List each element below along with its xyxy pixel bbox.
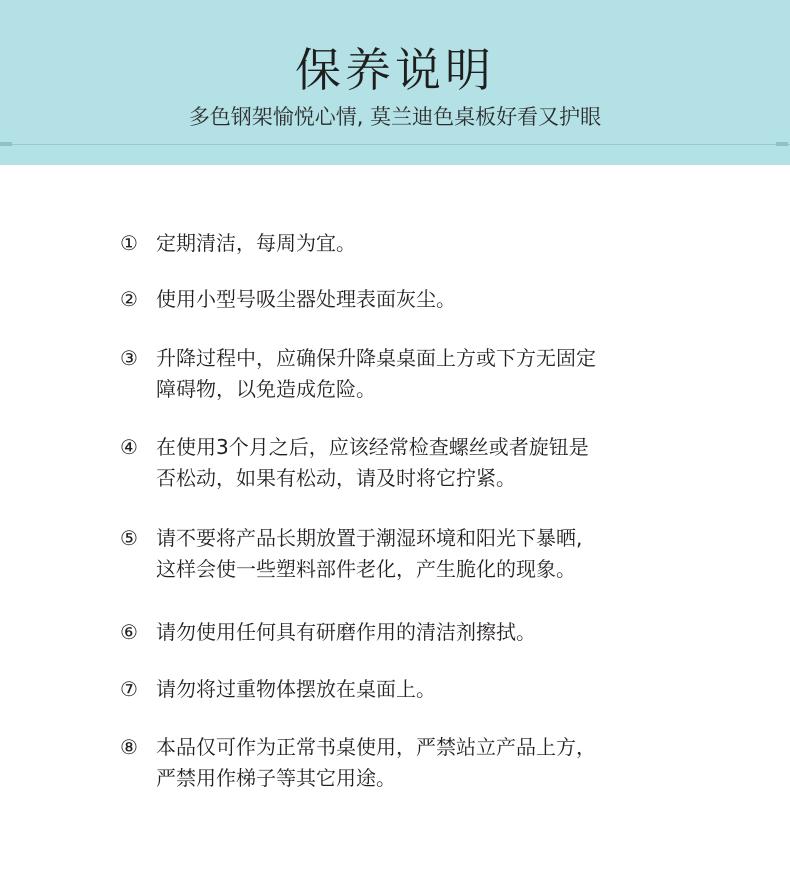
item-number: ①	[120, 231, 138, 255]
list-item	[120, 432, 589, 494]
item-text: 请勿使用任何具有研磨作用的清洁剂擦拭。	[156, 620, 536, 644]
page-title: 保养说明	[295, 43, 495, 97]
list-item	[120, 732, 596, 794]
item-number: ⑧	[120, 735, 138, 759]
item-text: 本品仅可作为正常书桌使用，严禁站立产品上方， 严禁用作梯子等其它用途。	[156, 735, 596, 790]
banner-divider-end-left	[0, 142, 12, 146]
item-text: 请不要将产品长期放置于潮湿环境和阳光下暴晒, 这样会使一些塑料部件老化，产生脆化的现象。	[156, 526, 583, 581]
banner-divider	[0, 144, 790, 145]
item-number: ⑦	[120, 677, 138, 701]
item-text: 升降过程中，应确保升降桌桌面上方或下方无固定 障碍物，以免造成危险。	[156, 346, 596, 401]
item-text: 在使用3个月之后，应该经常检查螺丝或者旋钮是 否松动，如果有松动，请及时将它拧紧。	[156, 435, 589, 490]
page-subtitle: 多色钢架愉悦心情, 莫兰迪色桌板好看又护眼	[188, 105, 602, 129]
list-item	[120, 674, 436, 705]
item-text: 定期清洁，每周为宜。	[156, 231, 356, 255]
item-number: ②	[120, 287, 138, 311]
item-number: ③	[120, 346, 138, 370]
header-banner	[0, 0, 790, 165]
item-text: 请勿将过重物体摆放在桌面上。	[156, 677, 436, 701]
list-item	[120, 228, 356, 259]
item-text: 使用小型号吸尘器处理表面灰尘。	[156, 287, 456, 311]
item-number: ④	[120, 435, 138, 459]
list-item	[120, 284, 456, 315]
list-item	[120, 523, 582, 585]
item-number: ⑤	[120, 526, 138, 550]
list-item	[120, 617, 536, 648]
item-number: ⑥	[120, 620, 138, 644]
list-item	[120, 343, 596, 405]
banner-divider-end-right	[776, 142, 788, 146]
